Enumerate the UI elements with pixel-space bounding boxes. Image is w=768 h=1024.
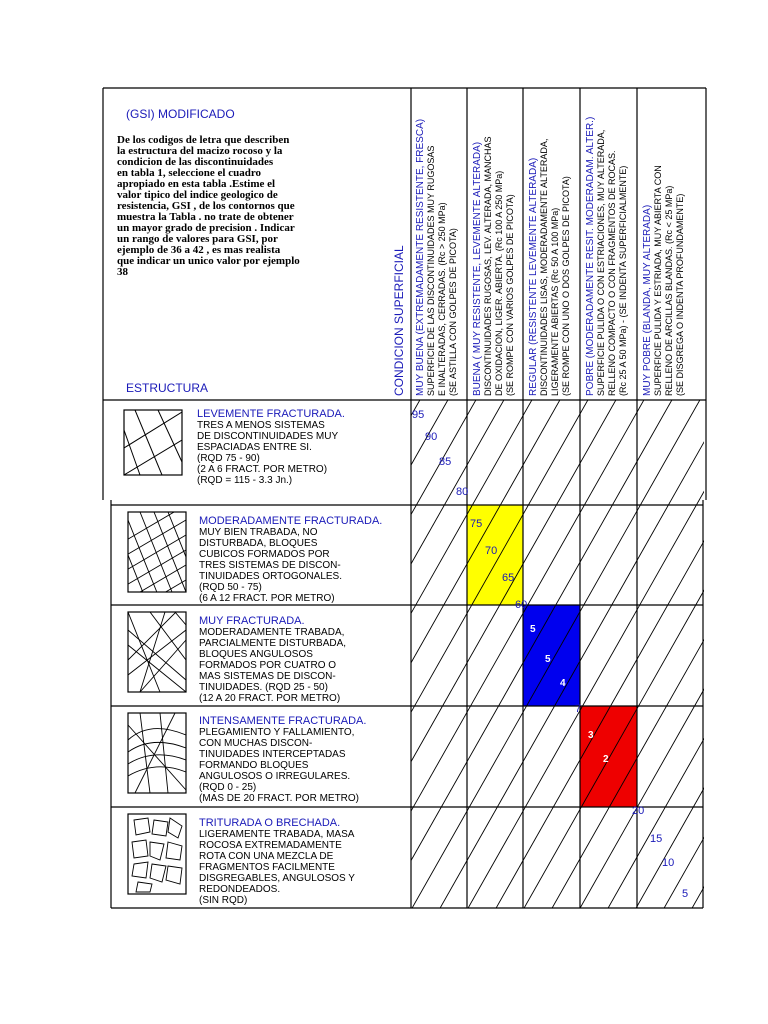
structure-line: ROTA CON UNA MEZCLA DE bbox=[199, 851, 334, 862]
condicion-label: CONDICION SUPERFICIAL bbox=[392, 245, 406, 396]
structure-title: TRITURADA O BRECHADA. bbox=[199, 817, 341, 829]
intro-line: apropiado en esta tabla .Estime el bbox=[117, 178, 276, 190]
structure-line: ANGULOSOS O IRREGULARES. bbox=[199, 771, 351, 782]
page-title: (GSI) MODIFICADO bbox=[126, 107, 235, 121]
gsi-label: 75 bbox=[470, 518, 483, 530]
gsi-label: 2 bbox=[603, 754, 609, 765]
intro-line: la estructura del macizo rocoso y la bbox=[117, 145, 283, 157]
highlight-blue bbox=[523, 605, 580, 706]
contour-line bbox=[355, 398, 645, 910]
intro-line: que indicar un unico valor por ejemplo bbox=[117, 255, 300, 267]
structure-title: INTENSAMENTE FRACTURADA. bbox=[199, 715, 367, 727]
structure-line: (RQD 0 - 25) bbox=[199, 782, 257, 793]
intro-line: resistencia, GSI , de los contornos que bbox=[117, 200, 295, 212]
contour-line bbox=[383, 398, 673, 910]
condition-line: DE OXIDACION, LIGER. ABIERTA. (Rc 100 A 250 MPa) bbox=[494, 170, 504, 396]
condicion-label-group bbox=[392, 245, 406, 396]
gsi-label: 90 bbox=[425, 431, 438, 443]
structure-row-2 bbox=[199, 515, 382, 604]
intro-line: muestra la Tabla . no trate de obtener bbox=[117, 211, 294, 223]
condition-line: LIGERAMENTE ABIERTAS (Rc 50 A 100 MPa) bbox=[550, 207, 560, 396]
structure-line: MAS SISTEMAS DE DISCON- bbox=[199, 671, 336, 682]
structure-line: MUY BIEN TRABADA, NO bbox=[199, 527, 318, 538]
contour-line bbox=[719, 398, 768, 910]
gsi-label: 7 bbox=[575, 703, 582, 715]
condition-title: MUY POBRE (BLANDA, MUY ALTERADA) bbox=[642, 204, 653, 396]
structure-line: BLOQUES ANGULOSOS bbox=[199, 649, 313, 660]
intro-line: valor tipico del indice geologico de bbox=[117, 189, 278, 201]
gsi-label: 4 bbox=[560, 678, 566, 689]
structure-row-3 bbox=[199, 615, 346, 704]
estructura-label: ESTRUCTURA bbox=[126, 381, 209, 395]
condition-line: SUPERFICIE DE LAS DISCONTINUIDADES MUY RUGOSAS bbox=[426, 145, 436, 396]
condition-line: RELLENO COMPACTO O CON FRAGMENTOS DE ROCAS. bbox=[607, 150, 617, 396]
condition-title: POBRE (MODERADAMENTE RESIT. MODERADAM. ALTER.) bbox=[585, 116, 596, 396]
condition-line: E INALTERADAS, CERRADAS. (Rc > 250 MPa) bbox=[437, 202, 447, 396]
structure-line: PLEGAMIENTO Y FALLAMIENTO, bbox=[199, 727, 355, 738]
structure-line: ROCOSA EXTREMADAMENTE bbox=[199, 840, 342, 851]
condition-line: (SE ASTILLA CON GOLPES DE PICOTA) bbox=[448, 228, 458, 396]
intro-line: en tabla 1, seleccione el cuadro bbox=[117, 167, 261, 179]
condition-line: (SE ROMPE CON VARIOS GOLPES DE PICOTA) bbox=[505, 194, 515, 396]
contour-line bbox=[467, 398, 757, 910]
condition-line: DISCONTINUIDADES RUGOSAS, LEV. ALTERADA, MANCHAS bbox=[483, 136, 493, 396]
structure-line: TINUIDADES. (RQD 25 - 50) bbox=[199, 682, 328, 693]
structure-line: DE DISCONTINUIDADES MUY bbox=[197, 431, 339, 442]
intensamente-fracturada-icon bbox=[128, 713, 186, 793]
structure-line: CUBICOS FORMADOS POR bbox=[199, 549, 330, 560]
structure-title: MUY FRACTURADA. bbox=[199, 615, 305, 627]
structure-line: (RQD 50 - 75) bbox=[199, 582, 262, 593]
intro-paragraph bbox=[117, 134, 300, 278]
structure-line: FORMANDO BLOQUES bbox=[199, 760, 309, 771]
structure-row-1 bbox=[197, 408, 345, 486]
contour-line bbox=[607, 398, 768, 910]
structure-line: PARCIALMENTE DISTURBADA, bbox=[199, 638, 347, 649]
structure-row-5 bbox=[199, 817, 355, 906]
condition-line: RELLENO DE ARCILLAS BLANDAS. (Rc < 25 MPa) bbox=[664, 185, 674, 396]
structure-line: CON MUCHAS DISCON- bbox=[199, 738, 313, 749]
gsi-label: 85 bbox=[439, 456, 452, 468]
intro-line: ejemplo de 36 a 42 , es mas realista bbox=[117, 244, 281, 256]
condition-col-3 bbox=[528, 139, 571, 396]
levemente-fracturada-icon bbox=[124, 410, 182, 475]
gsi-label: 80 bbox=[456, 486, 469, 498]
intro-line: 38 bbox=[117, 266, 128, 278]
structure-line: (6 A 12 FRACT. POR METRO) bbox=[199, 593, 335, 604]
gsi-label: 10 bbox=[662, 857, 675, 869]
structure-line: TRES A MENOS SISTEMAS bbox=[197, 420, 325, 431]
contour-line bbox=[439, 398, 729, 910]
triturada-brechada-icon bbox=[128, 814, 186, 894]
intro-line: un mayor grado de precision . Indicar bbox=[117, 222, 295, 234]
gsi-label: 60 bbox=[515, 599, 528, 611]
condition-col-4 bbox=[585, 117, 628, 396]
condition-title: MUY BUENA (EXTREMADAMENTE RESISTENTE, FRESCA) bbox=[415, 118, 426, 396]
structure-line: (12 A 20 FRACT. POR METRO) bbox=[199, 693, 341, 704]
structure-title: LEVEMENTE FRACTURADA. bbox=[197, 408, 345, 420]
condition-col-1 bbox=[415, 119, 458, 396]
structure-line: ESPACIADAS ENTRE SI. bbox=[197, 442, 312, 453]
structure-line: LIGERAMENTE TRABADA, MASA bbox=[199, 829, 355, 840]
gsi-label: 5 bbox=[545, 654, 551, 665]
condition-line: (SE ROMPE CON UNO O DOS GOLPES DE PICOTA) bbox=[561, 176, 571, 396]
muy-fracturada-icon bbox=[128, 612, 186, 692]
gsi-label: 20 bbox=[632, 805, 645, 817]
condition-line: DISCONTINUIDADES LISAS, MODERADAMENTE ALTERADA, bbox=[539, 138, 549, 396]
gsi-label: 95 bbox=[412, 409, 425, 421]
structure-line: TRES SISTEMAS DE DISCON- bbox=[199, 560, 341, 571]
structure-line: MODERADAMENTE TRABADA, bbox=[199, 627, 345, 638]
intro-line: De los codigos de letra que describen bbox=[117, 134, 290, 146]
structure-line: TINUIDADES ORTOGONALES. bbox=[199, 571, 342, 582]
structure-line: TINUIDADES INTERCEPTADAS bbox=[199, 749, 346, 760]
structure-line: FRAGMENTOS FACILMENTE bbox=[199, 862, 335, 873]
gsi-label: 15 bbox=[650, 833, 663, 845]
condition-line: (Rc 25 A 50 MPa) - (SE INDENTA SUPERFICIALMENTE) bbox=[618, 165, 628, 396]
condition-title: BUENA ( MUY RESISTENTE, LEVEMENTE ALTERADA) bbox=[472, 141, 483, 396]
structure-line: (MAS DE 20 FRACT. POR METRO) bbox=[199, 793, 360, 804]
condition-line: SUPERFICIE PULIDA O CON ESTRIACIONES, MUY ALTERADA, bbox=[596, 129, 606, 396]
contour-line bbox=[579, 398, 768, 910]
gsi-label: 70 bbox=[485, 545, 498, 557]
structure-line: (RQD 75 - 90) bbox=[197, 453, 260, 464]
structure-line: (RQD = 115 - 3.3 Jn.) bbox=[197, 475, 293, 486]
structure-row-4 bbox=[199, 715, 366, 804]
condition-col-2 bbox=[472, 136, 515, 396]
intro-line: condicion de las discontinuidades bbox=[117, 156, 274, 168]
condition-col-5 bbox=[642, 165, 685, 396]
gsi-label: 5 bbox=[530, 624, 536, 635]
structure-line: FORMADOS POR CUATRO O bbox=[199, 660, 337, 671]
structure-line: DISTURBADA, BLOQUES bbox=[199, 538, 318, 549]
condition-line: (SE DISGREGA O INDENTA PROFUNDAMENTE) bbox=[675, 193, 685, 396]
structure-line: (2 A 6 FRACT. POR METRO) bbox=[197, 464, 328, 475]
gsi-contour-labels bbox=[412, 409, 688, 900]
gsi-label: 3 bbox=[588, 730, 594, 741]
condition-title: REGULAR (RESISTENTE LEVEMENTE ALTERADA) bbox=[528, 157, 539, 396]
structure-title: MODERADAMENTE FRACTURADA. bbox=[199, 515, 383, 527]
gsi-label: 5 bbox=[682, 888, 689, 900]
structure-line: DISGREGABLES, ANGULOSOS Y bbox=[199, 873, 355, 884]
moderadamente-fracturada-icon bbox=[118, 505, 196, 620]
structure-line: REDONDEADOS. bbox=[199, 884, 281, 895]
intro-line: un rango de valores para GSI, por bbox=[117, 233, 278, 245]
structure-line: (SIN RQD) bbox=[199, 895, 248, 906]
gsi-label: 65 bbox=[502, 572, 515, 584]
contour-line bbox=[747, 398, 768, 910]
condition-line: SUPERFICIE PULIDA Y ESTRIADA, MUY ABIERTA CON bbox=[653, 165, 663, 396]
